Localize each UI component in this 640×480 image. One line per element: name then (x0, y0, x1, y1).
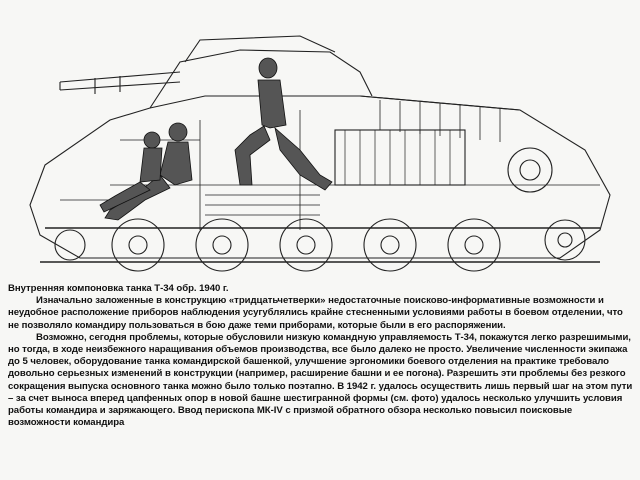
paragraph-1: Изначально заложенные в конструкцию «тридцатьчетверки» недостаточные поисково-информативные возможности и неудобное расположение приборов наблюдения усугублялись крайне стесненными условиями работы в боевом отделении, что не позволяло командиру пользоваться в бою даже теми приборами, которые были в его распоряжении. (8, 295, 623, 331)
paragraph-2: Возможно, сегодня проблемы, которые обусловили низкую командную управляемость Т-34, покажутся легко разрешимыми, но тогда, в ходе неизбежного наращивания объемов производства, все было далеко не просто. Увеличение численности экипажа до 5 человек, оборудование танка командирской башенкой, улучшение эргономики боевого отделения на практике требовало довольно серьезных изменений в конструкции (например, расширение башни и ее погона). Разрешить эти проблемы без резкого сокращения выпуска основного танка можно было только поэтапно. В 1942 г. удалось осуществить лишь первый шаг на этом пути – за счет выноса вперед цапфенных опор в новой башне шестигранной формы (см. фото) удалось несколько улучшить условия работы командира и заряжающего. Ввод перископа МК-IV с призмой обратного обзора несколько повысил поисковые возможности командира (8, 331, 633, 429)
figure-caption: Внутренняя компоновка танка Т-34 обр. 1940 г. (8, 283, 229, 294)
article-text (8, 283, 634, 429)
engine-block (335, 130, 465, 185)
road-wheels (55, 219, 585, 271)
commander-figure (235, 58, 332, 190)
